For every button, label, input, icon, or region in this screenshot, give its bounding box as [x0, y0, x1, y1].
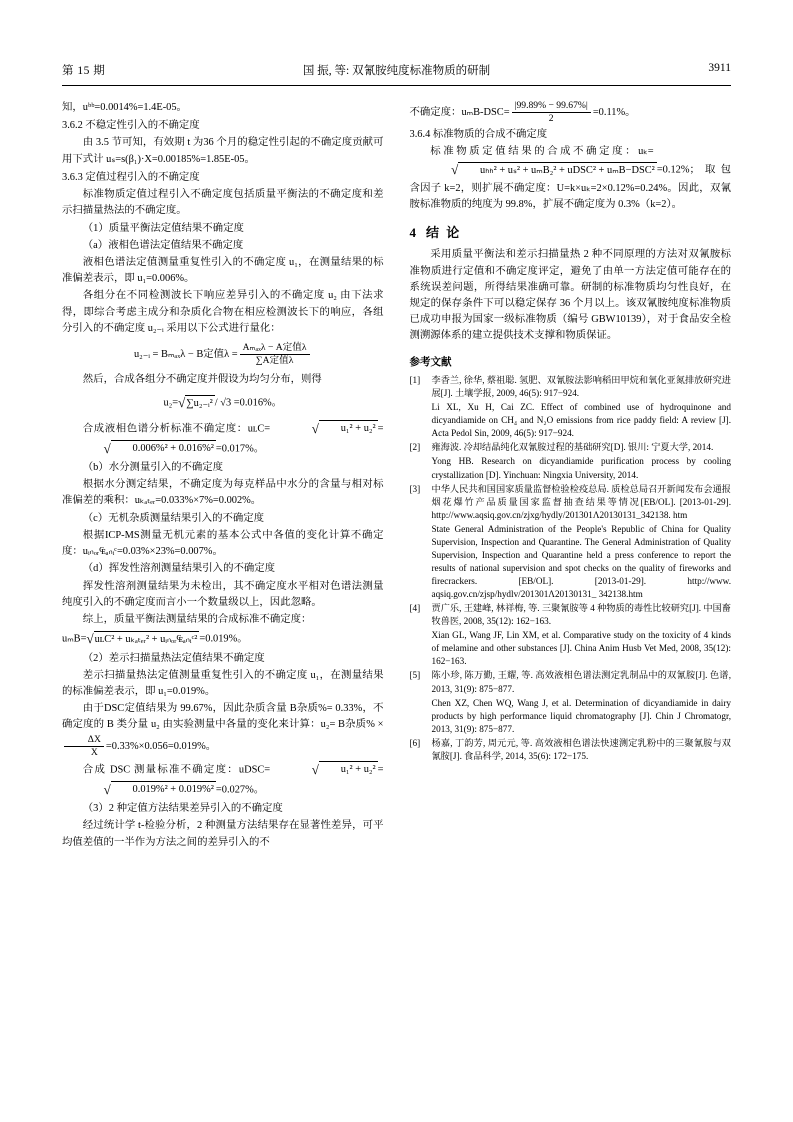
paragraph: （3）2 种定值方法结果差异引入的不确定度 [82, 803, 283, 815]
dsc-b-text: 由于DSC定值结果为 99.67%，因此杂质含量 B杂质%= 0.33%，不确定度的 B 类分量 u₂ 由实验测量中各量的变化来计算：u₂= B杂质% × [62, 703, 384, 731]
reference-number: [3] [409, 483, 421, 494]
reference-en: Yong HB. Research on dicyandiamide purification process by cooling crystallization [D]. Yinchuan: Ningxia University, 2014. [431, 456, 731, 480]
formula-umb-dsc [410, 100, 732, 125]
paragraph: （a）液相色谱法定值结果不确定度 [82, 239, 244, 251]
formula-umb [62, 629, 384, 649]
sqrt [270, 419, 377, 439]
reference-zh: 雍海波. 冷却结晶纯化双氰胺过程的基础研究[D]. 银川: 宁夏大学, 2014. [431, 442, 714, 453]
header-issue: 第 15 期 [62, 65, 106, 77]
ulc-result: =0.017%。 [215, 443, 265, 455]
section-heading-363: 3.6.3 定值过程引入的不确定度 [62, 171, 200, 183]
radicand: ∑u₂₋ᵢ² [185, 395, 215, 412]
formula-lhs: u₂₋ᵢ = Bₘₐₓλ − B定值λ = [133, 348, 238, 360]
paragraph: 然后，合成各组分不确定度并假设为均匀分布，则得 [82, 374, 322, 386]
umbdsc-prefix: 不确定度：uₘB-DSC= [409, 106, 510, 118]
paragraph: （2）差示扫描量热法定值结果不确定度 [82, 652, 265, 664]
reference-item [410, 483, 732, 602]
umb-prefix: uₘB= [62, 633, 87, 645]
radical-sign: √ [311, 420, 319, 436]
paragraph: 液相色谱法定值测量重复性引入的不确定度 u₁，在测量结果的标准偏差表示，即 u₁=0.006%。 [62, 256, 384, 285]
radicand: u₁² + u₂² [319, 761, 378, 778]
sqrt [178, 393, 215, 413]
conclusion-heading [410, 223, 732, 243]
header-title: 国 振, 等: 双氰胺纯度标准物质的研制 [302, 65, 491, 77]
paragraph: 由 3.5 节可知，有效期 t 为36 个月的稳定性引起的不确定度贡献可用下式计 uₛ=s(β₁)·X=0.00185%=1.85E-05。 [62, 137, 384, 165]
uk-suffix: =0.12%；取包含因子 k=2，则扩展不确定度：U=k×uₖ=2×0.12%=0.24%。因此，双氰胺标准物质的纯度为 99.8%，扩展不确定度为 0.3%（k=2）。 [409, 164, 731, 210]
reference-zh: 陈小珍, 陈万勤, 王耀, 等. 高效液相色谱法测定乳制品中的双氰胺[J]. 色谱, 2013, 31(9): 875−877. [431, 670, 731, 694]
reference-item [410, 374, 732, 440]
paragraph: 挥发性溶剂测量结果为未检出，其不确定度水平相对色谱法测量纯度引入的不确定度而言小一个数量级以上，因此忽略。 [62, 580, 384, 608]
reference-body [432, 669, 732, 735]
fraction-denominator: ∑A定值λ [255, 355, 294, 367]
fraction-numerator: ΔX [64, 734, 104, 747]
ulc-equals: = [377, 423, 384, 435]
radical-sign: √ [86, 631, 94, 647]
page-header [62, 60, 731, 86]
radical-sign: √ [103, 440, 111, 456]
reference-body [432, 483, 732, 602]
sqrt [62, 780, 216, 800]
header-page-number: 3911 [708, 62, 731, 74]
sqrt [86, 629, 199, 649]
paragraph-dsc-combined [62, 760, 384, 801]
right-column [410, 100, 732, 852]
fraction [64, 734, 104, 759]
paragraph: 经过统计学 t-检验分析，2 种测量方法结果存在显著性差异，可平均值差值的一半作为方法之间的差异引入的不 [62, 820, 384, 848]
fraction [512, 100, 591, 125]
paragraph: 差示扫描量热法定值测量重复性引入的不确定度 u₁，在测量结果的标准偏差表示，即 u₁=0.019%。 [62, 669, 384, 697]
two-column-body [62, 100, 731, 852]
umbdsc-suffix: =0.11%。 [592, 106, 636, 118]
formula-prefix: u₂= [163, 397, 179, 409]
reference-item [410, 737, 732, 763]
radicand: u₁² + u₂² [319, 420, 378, 437]
formula-u2 [62, 393, 384, 413]
reference-number: [2] [409, 442, 421, 453]
reference-item [410, 669, 732, 735]
reference-en: Li XL, Xu H, Cai ZC. Effect of combined use of hydroquinone and dicyandiamide on CH₄ and N₂O emissions from rice paddy field: A review [J]. Acta Pedol Sin, 2009, 46(5): 917−924. [431, 402, 731, 439]
reference-en: Xian GL, Wang JF, Lin XM, et al. Comparative study on the toxicity of 4 kinds of melamine and other substances [J]. China Anim Husb Vet Med, 2008, 35(12): 162−163. [431, 630, 731, 667]
radical-sign: √ [451, 162, 459, 178]
paragraph: （1）质量平衡法定值结果不确定度 [82, 222, 244, 234]
radical-sign: √ [103, 781, 111, 797]
reference-item [410, 602, 732, 668]
paragraph: 根据ICP-MS测量无机元素的基本公式中各值的变化计算不确定度：uᵢₙₒᵣ₠ₐₙᵢᶜ=0.03%×23%=0.007%。 [62, 529, 384, 558]
sqrt [62, 439, 216, 459]
paragraph-ulc [62, 419, 384, 460]
uk-prefix: 标 准 物 质 定 值 结 果 的 合 成 不 确 定 度 ： uₖ= [430, 146, 654, 158]
reference-body [432, 374, 732, 440]
reference-zh: 杨嘉, 丁韵芳, 周元元, 等. 高效液相色谱法快速测定乳粉中的三聚氰胺与双氰胺[J]. 食品科学, 2014, 35(6): 172−175. [431, 737, 731, 761]
paragraph: （d）挥发性溶剂测量结果引入的不确定度 [82, 563, 276, 575]
references-list [410, 374, 732, 763]
left-column [62, 100, 384, 852]
reference-en: State General Administration of the People's Republic of China for Quality Supervision, Inspection and Quarantine. The General Administration of Quality Supervision, Inspection and Quarantine held a press conference to report the results of national supervision and spot checks on the quality of fireworks and firecrackers. [EB/OL]. [2013-01-29]. http://www. aqsiq.gov.cn/zjsp/hydlv/201301Λ20130131_ 342138.htm [431, 523, 731, 600]
dsc-result: =0.027%。 [215, 784, 265, 796]
reference-body [432, 737, 732, 763]
reference-en: Chen XZ, Chen WQ, Wang J, et al. Determination of dicyandiamide in dairy products by high performance liquid chromatography [J]. Chin J Chromatogr, 2013, 31(9): 875−877. [431, 697, 731, 734]
radicand: uₕₕ² + uₛ² + uₘB₂² + uDSC² + uₘB−DSC² [458, 162, 657, 179]
references-heading: 参考文献 [409, 356, 452, 368]
paragraph-uk [410, 144, 732, 213]
fraction-numerator: |99.89% − 99.67%| [512, 100, 591, 113]
reference-number: [1] [409, 375, 421, 386]
fraction [240, 342, 310, 367]
section-heading-364: 3.6.4 标准物质的合成不确定度 [409, 128, 548, 140]
dsc-b-tail: =0.33%×0.056=0.019%。 [105, 740, 217, 752]
fraction-denominator: 2 [548, 112, 554, 124]
radicand: 0.019%² + 0.019%² [111, 781, 216, 798]
conclusion-title: 结 论 [426, 225, 462, 241]
radicand: uʟC² + uₖₐₜₑᵣ² + uᵢₙₒᵣ₠ₐₙᵢᶜ² [94, 631, 200, 648]
reference-number: [4] [409, 603, 421, 614]
paragraph: 标准物质定值过程引入不确定度包括质量平衡法的不确定度和差示扫描量热法的不确定度。 [62, 189, 384, 217]
reference-zh: 贾广乐, 王建峰, 林祥梅, 等. 三聚氰胺等 4 种物质的毒性比较研究[J]. 中国畜牧兽医, 2008, 35(12): 162−163. [431, 603, 731, 627]
sqrt [410, 160, 657, 180]
reference-body [432, 602, 732, 668]
paragraph: 采用质量平衡法和差示扫描量热 2 种不同原理的方法对双氰胺标准物质进行定值和不确定度评定，避免了由单一方法定值可能存在的系统误差问题，所得结果准确可靠。研制的标准物质均匀性良好，在规定的保存条件下可以稳定保存 36 个月以上。该双氰胺纯度标准物质已成功申报为国家一级标准物质（编号 GBW10139），对于食品安全检测溯源体系的建立提供技术支撑和物质保证。 [409, 249, 731, 342]
paragraph: 综上，质量平衡法测量结果的合成标准不确定度： [82, 614, 312, 626]
umb-suffix: =0.019%。 [199, 633, 248, 645]
paragraph: （c）无机杂质测量结果引入的不确定度 [82, 512, 265, 524]
paragraph-dsc-b [62, 701, 384, 758]
reference-body [432, 441, 732, 481]
formula-u2i [62, 342, 384, 367]
reference-zh: 中华人民共和国国家质量监督检验检疫总局. 质检总局召开新闻发布会通报烟花爆竹产品质量国家监督抽查结果等情况[EB/OL]. [2013-01-29]. http://www.aqsiq.gov.cn/zjxg/hydly/201301Λ20130131_342138. htm [431, 483, 731, 520]
reference-number: [6] [409, 737, 421, 748]
radicand: 0.006%² + 0.016%² [111, 440, 216, 457]
paragraph: 知，uᵇᵇ=0.0014%=1.4E-05。 [62, 102, 187, 113]
ulc-prefix: 合成液相色谱分析标准不确定度：uʟC= [82, 423, 271, 435]
sqrt [270, 760, 377, 780]
dsc-prefix: 合成 DSC 测量标准不确定度：uDSC= [82, 764, 271, 776]
radical-sign: √ [178, 395, 186, 411]
radical-sign: √ [311, 761, 319, 777]
section-heading-362: 3.6.2 不稳定性引入的不确定度 [62, 120, 200, 132]
fraction-denominator: X [90, 746, 98, 758]
formula-suffix: / √3 =0.016%。 [214, 397, 283, 409]
reference-zh: 李香兰, 徐华, 蔡祖聪. 氢肥、双氰胺法影响稻田甲烷和氧化亚氮排放研究进展[J]. 土壤学报, 2009, 46(5): 917−924. [431, 375, 731, 399]
reference-item [410, 441, 732, 481]
fraction-numerator: Aₘₐₓλ − A定值λ [240, 342, 310, 355]
dsc-equals: = [377, 764, 384, 776]
reference-number: [5] [409, 670, 421, 681]
conclusion-number: 4 [409, 225, 418, 241]
paragraph: 各组分在不同检测波长下响应差异引入的不确定度 u₂ 由下法求得，即综合考虑主成分和杂质化合物在相应检测波长下的响应，各组分引入的不确定度 u₂₋ᵢ 采用以下公式进行量化： [62, 290, 384, 334]
paragraph: 根据水分测定结果，不确定度为每克样品中水分的含量与相对标准偏差的乘积：uₖₐₜₑᵣ=0.033%×7%=0.002%。 [62, 479, 384, 507]
paragraph: （b）水分测量引入的不确定度 [82, 462, 224, 474]
